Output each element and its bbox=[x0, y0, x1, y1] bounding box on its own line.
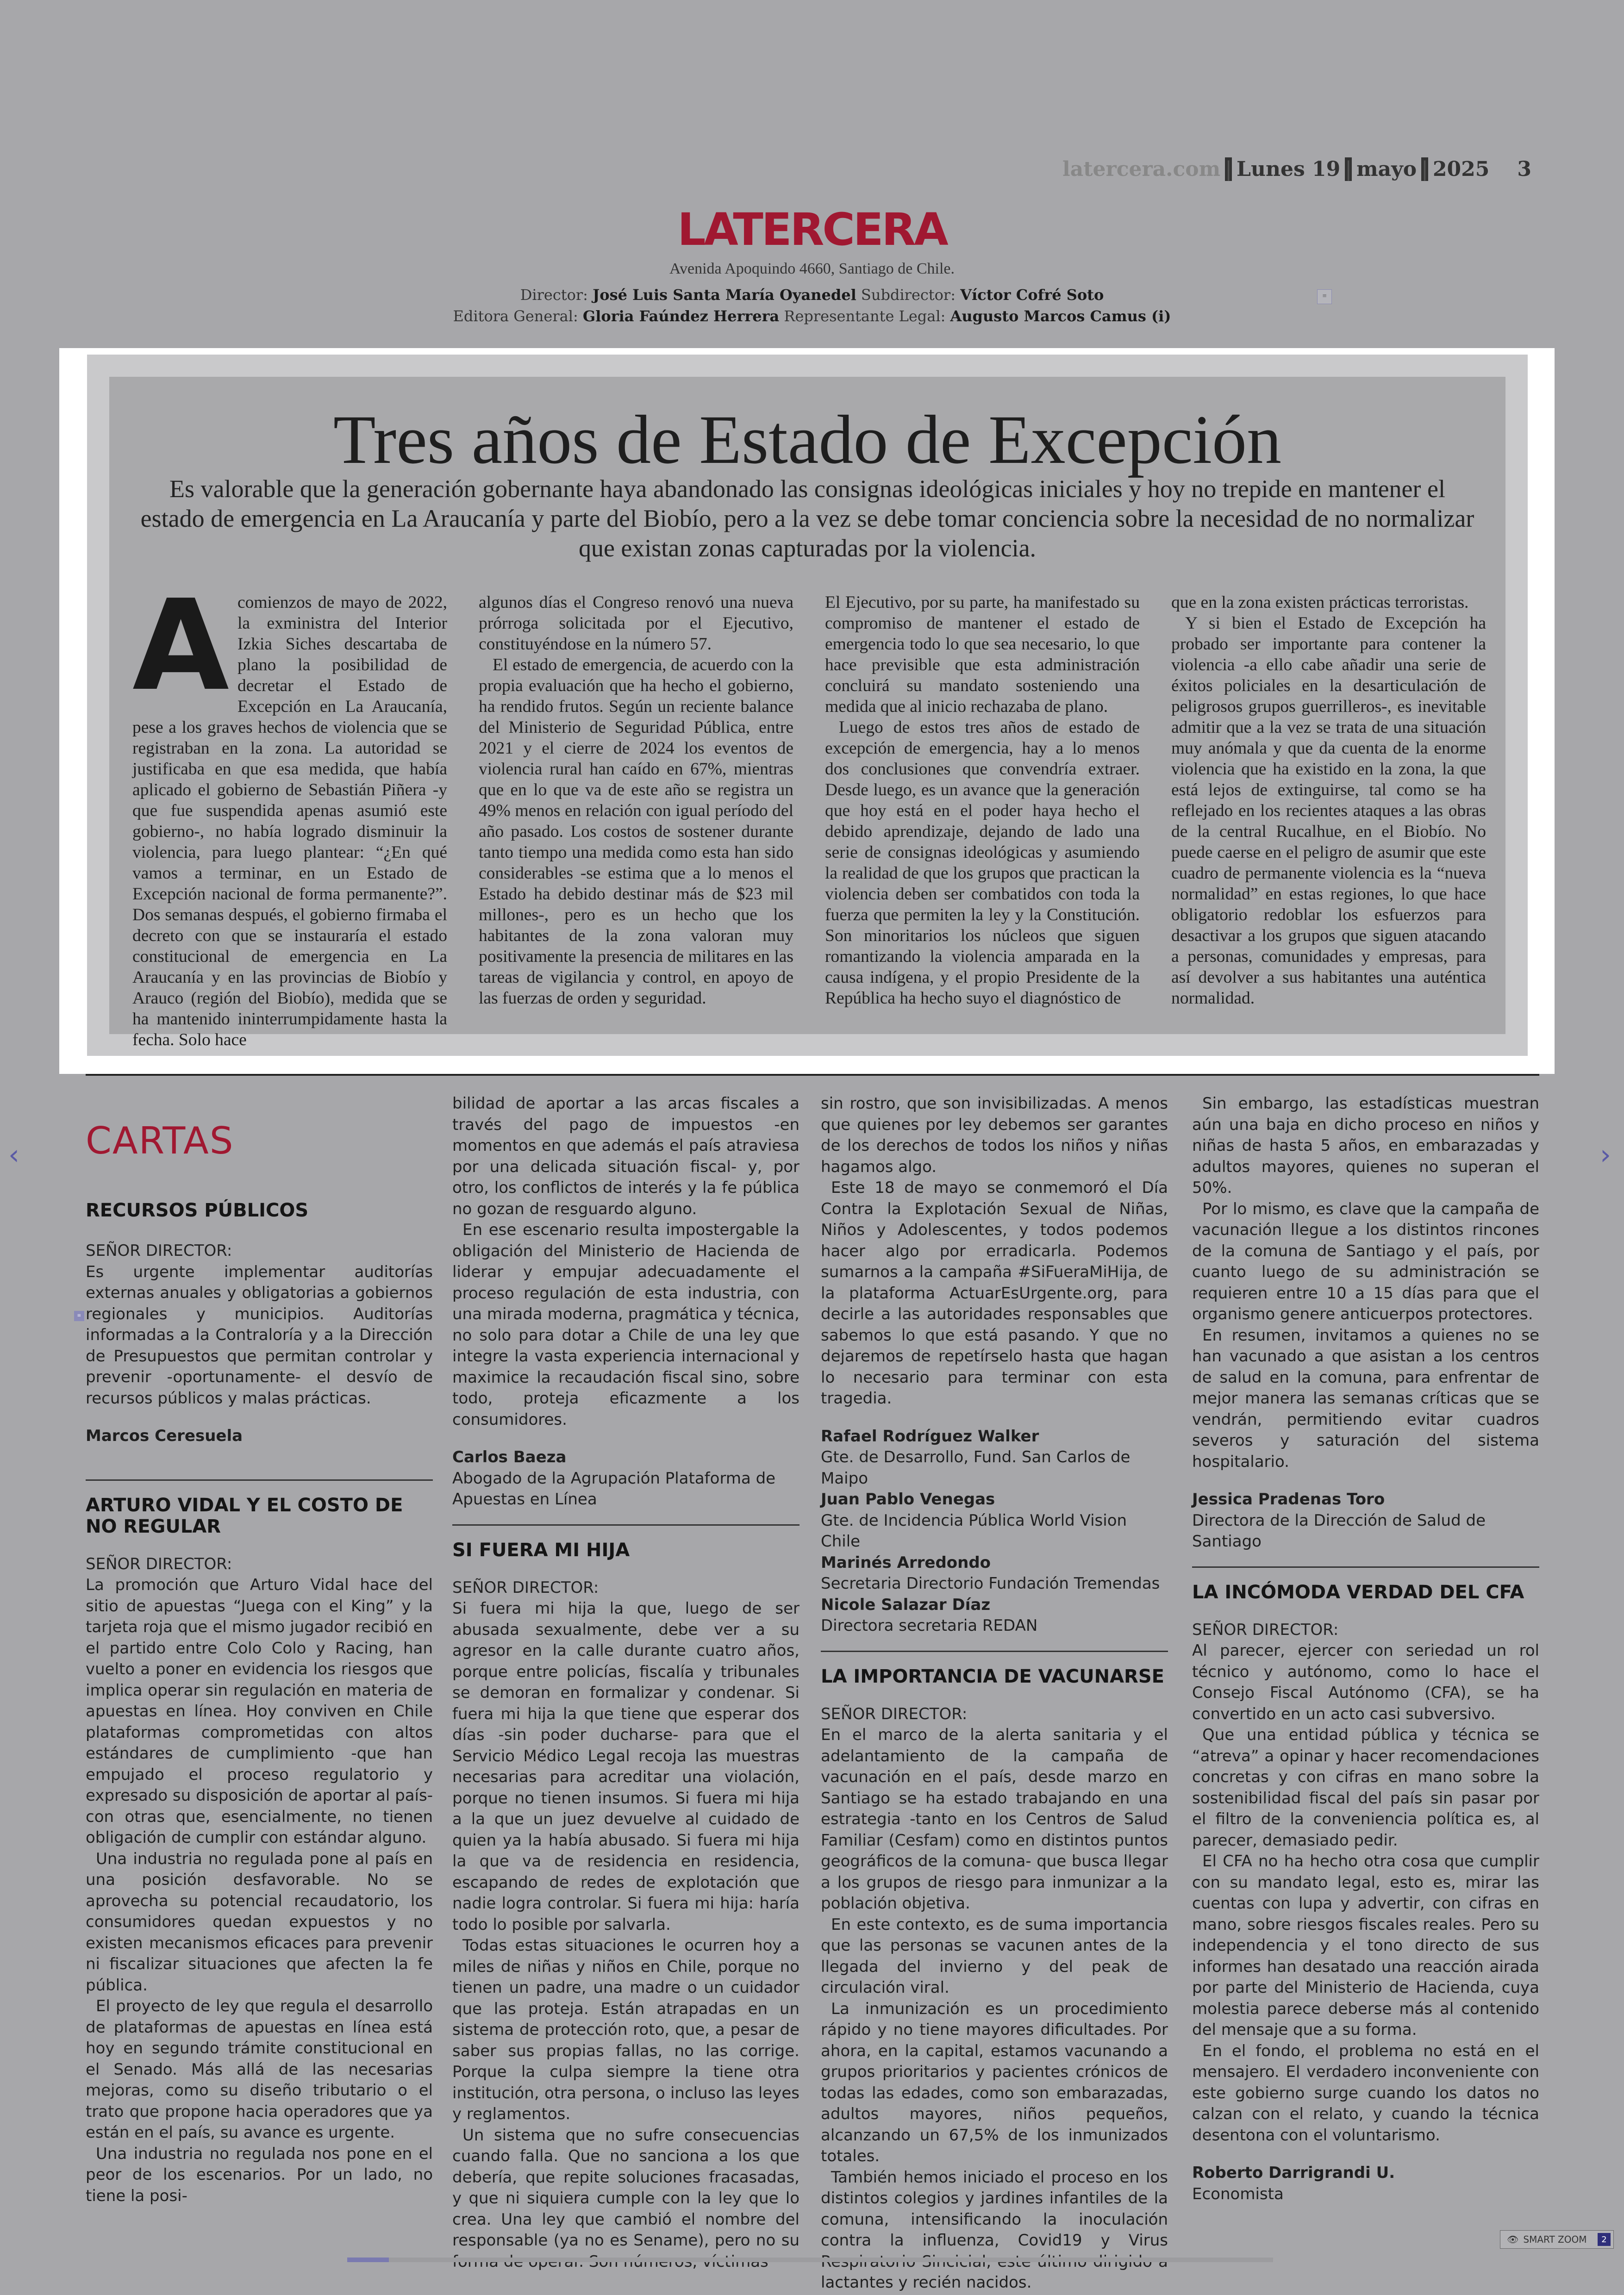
editorial-paragraph: Y si bien el Estado de Excepción ha probado ser importante para contener la violencia -a ello cabe añadir una serie de éxitos policiales en la desarticulación de peligrosos grupos guerrilleros-, es inevitable admitir que a la vez se trata de una situación muy anómala y que da cuenta de la enorme violencia que ha existido en la zona, la que está lejos de extinguirse, tal como se ha reflejado en los recientes ataques a las obras de la central Rucalhue, en el Biobío. No puede caerse en el peligro de asumir que este cuadro de permanente violencia es la “nueva normalidad” en estas regiones, lo que hace obligatorio redoblar los esfuerzos para desactivar a los grupos que siguen atacando a personas, comunidades y empresas, para así devolver a sus habitantes una auténtica normalidad. bbox=[1171, 614, 1486, 1008]
chevron-left-icon[interactable]: ‹ bbox=[8, 1139, 19, 1171]
page-scrollbar-thumb[interactable] bbox=[347, 2258, 389, 2262]
letter-signature: Carlos Baeza bbox=[452, 1448, 567, 1466]
letter-paragraph: El CFA no ha hecho otra cosa que cumplir con su mandato legal, esto es, mirar las cuentas con lupa y advertir, con cifras en mano, sobre riesgos fiscales reales. Pero su independencia y el tono directo de sus informes han desatado una reacción airada por parte del Ministerio de Hacienda, cuya molestia parece deberse más al contenido del mensaje que a su forma. bbox=[1192, 1852, 1539, 2039]
letter-signature-role: Gte. de Desarrollo, Fund. San Carlos de Maipo bbox=[821, 1448, 1131, 1488]
letter-signature-role: Gte. de Incidencia Pública World Vision Chile bbox=[821, 1511, 1127, 1551]
smart-zoom-label: SMART ZOOM bbox=[1523, 2234, 1587, 2245]
letter-paragraph: En este contexto, es de suma importancia que las personas se vacunen antes de la llegada del invierno y del peak de circulación viral. bbox=[821, 1915, 1168, 1997]
letter-paragraph: Es urgente implementar auditorías externas anuales y obligatorias a gobiernos regionales y municipios. Auditorías informadas a la Contraloría y a la Dirección de Presupuestos que permitan controlar y prevenir -oportunamente- el desvío de recursos públicos y malas prácticas. bbox=[86, 1262, 433, 1408]
letter-signature: Marinés Arredondo bbox=[821, 1553, 991, 1572]
letter-title: LA INCÓMODA VERDAD DEL CFA bbox=[1192, 1581, 1524, 1603]
editorial-paragraph: El estado de emergencia, de acuerdo con la propia evaluación que ha hecho el gobierno, ha rendido frutos. Según un reciente balance del Ministerio de Seguridad Pública, entre 2021 y el cierre de 2024 los eventos de violencia rural han caído en 67%, mientras que en lo que va de este año se registra un 49% menos en relación con igual período del año pasado. Los costos de sostener durante tanto tiempo una medida como esta han sido considerables -se estima que a lo menos el Estado ha debido destinar más de $23 mil millones-, pero es un hecho que los habitantes de la zona valoran muy positivamente la presencia de militares en las tareas de vigilancia y control, en apoyo de las fuerzas de orden y seguridad. bbox=[479, 655, 793, 1008]
annotation-icon[interactable]: ≡ bbox=[1317, 289, 1332, 304]
letter-signature: Juan Pablo Venegas bbox=[821, 1490, 995, 1509]
letter-paragraph: En el fondo, el problema no está en el mensajero. El verdadero inconveniente con este gobierno surge cuando los datos no calzan con el relato, y cuando la técnica desentona con el voluntarismo. bbox=[1192, 2041, 1539, 2145]
subdirector-name: Víctor Cofré Soto bbox=[960, 286, 1104, 304]
letter-paragraph: El proyecto de ley que regula el desarrollo de plataformas de apuestas en línea está hoy en segundo trámite constitucional en el Senado. Más allá de las necesarias mejoras, como su diseño tributario o el trato que propone hacia operadores que ya están en el país, su avance es urgente. bbox=[86, 1997, 433, 2142]
letter-paragraph: En ese escenario resulta impostergable la obligación del Ministerio de Hacienda de liderar y empujar adecuadamente el proceso regulación de esta industria, con una mirada moderna, pragmática y técnica, no solo para dotar a Chile de una ley que integre la vasta experiencia internacional y maximice la recaudación fiscal sino, sobre todo, proteja eficazmente a los consumidores. bbox=[452, 1221, 800, 1429]
letter-signature: Roberto Darrigrandi U. bbox=[1192, 2164, 1395, 2182]
letter-paragraph: bilidad de aportar a las arcas fiscales a través del pago de impuestos -en momentos en que además el país atraviesa por una delicada situación fiscal- y, por otro, los conflictos de interés y la fe pública no gozan de resguardo alguno. bbox=[452, 1094, 800, 1218]
salutation: SEÑOR DIRECTOR: bbox=[452, 1578, 599, 1597]
eye-icon: 👁 bbox=[1507, 2234, 1519, 2245]
letters-column-2 bbox=[452, 1093, 800, 2272]
letter-paragraph: Si fuera mi hija la que, luego de ser abusada sexualmente, debe ver a su agresor en la calle durante cuatro años, porque entre policías, fiscalía y tribunales se demoran en formalizar y condenar. Si fuera mi hija la que tiene que esperar dos días -sin poder ducharse- para que el Servicio Médico Legal recoja las muestras necesarias para acreditar una violación, porque no tienen insumos. Si fuera mi hija a la que un juez devuelve al cuidado de quien ya la había abusado. Si fuera mi hija la que va de residencia en residencia, escapando de redes de explotación que nadie logra controlar. Si fuera mi hija: haría todo lo posible por salvarla. bbox=[452, 1599, 800, 1934]
staff-line-1 bbox=[0, 286, 1624, 304]
director-name: José Luis Santa María Oyanedel bbox=[593, 286, 856, 304]
staff-line-2 bbox=[0, 307, 1624, 325]
letter-paragraph: Al parecer, ejercer con seriedad un rol técnico y autónomo, como lo hace el Consejo Fiscal Autónomo (CFA), se ha convertido en un acto casi subversivo. bbox=[1192, 1641, 1539, 1723]
editorial-paragraph: que en la zona existen prácticas terroristas. bbox=[1171, 593, 1469, 612]
section-divider bbox=[86, 1074, 1539, 1076]
editorial-article bbox=[109, 377, 1505, 1049]
letter-signature: Nicole Salazar Díaz bbox=[821, 1595, 991, 1614]
chevron-right-icon[interactable]: › bbox=[1600, 1139, 1611, 1171]
editorial-column-4 bbox=[1171, 592, 1486, 1009]
letter-paragraph: Una industria no regulada nos pone en el peor de los escenarios. Por un lado, no tiene la posi- bbox=[86, 2144, 433, 2205]
letter-paragraph: Una industria no regulada pone al país en una posición desfavorable. No se aprovecha su potencial recaudatorio, los consumidores quedan expuestos y no existen mecanismos eficaces para prevenir ni fiscalizar situaciones que afecten la fe pública. bbox=[86, 1849, 433, 1995]
month: mayo bbox=[1356, 157, 1417, 181]
salutation: SEÑOR DIRECTOR: bbox=[86, 1241, 232, 1260]
letters-column-3 bbox=[821, 1093, 1168, 2294]
letter-signature-role: Directora de la Dirección de Salud de Santiago bbox=[1192, 1511, 1486, 1551]
page-number: 3 bbox=[1517, 157, 1531, 181]
letter-paragraph: Este 18 de mayo se conmemoró el Día Contra la Explotación Sexual de Niñas, Niños y Adolescentes, y todos podemos hacer algo por erradicarla. Podemos sumarnos a la campaña #SiFueraMiHija, de la plataforma ActuarEsUrgente.org, para decirle a las autoridades responsables que sabemos lo que está pasando. Y que no dejaremos de repetírselo hasta que hagan lo necesario para terminar con esta tragedia. bbox=[821, 1179, 1168, 1408]
editora-name: Gloria Faúndez Herrera bbox=[582, 307, 780, 325]
cartas-section-title: CARTAS bbox=[86, 1119, 234, 1162]
legal-name: Augusto Marcos Camus (i) bbox=[950, 307, 1171, 325]
editorial-column-3 bbox=[825, 592, 1140, 1009]
letter-signature: Rafael Rodríguez Walker bbox=[821, 1427, 1039, 1446]
editorial-deck: Es valorable que la generación gobernante haya abandonado las consignas ideológicas iniciales y hoy no trepide en mantener el estado de emergencia en La Araucanía y parte del Biobío, pero a la vez se debe tomar conciencia sobre la necesidad de no normalizar que existan zonas capturadas por la violencia. bbox=[140, 475, 1474, 562]
letter-paragraph: Por lo mismo, es clave que la campaña de vacunación llegue a los distintos rincones de la comuna de Santiago y el país, por cuanto luego de su administración se requieren entre 10 a 15 días para que el organismo genere anticuerpos protectores. bbox=[1192, 1199, 1539, 1323]
editorial-paragraph: El Ejecutivo, por su parte, ha manifestado su compromiso de mantener el estado de emergencia todo lo que sea necesario, lo que hace previsible que esta administración concluirá su mandato sosteniendo una medida que al inicio rechazaba de plano. bbox=[825, 593, 1140, 716]
editorial-paragraph: algunos días el Congreso renovó una nueva prórroga solicitada por el Ejecutivo, constituyéndose en la número 57. bbox=[479, 593, 793, 654]
page-scrollbar[interactable] bbox=[347, 2258, 1273, 2262]
salutation: SEÑOR DIRECTOR: bbox=[1192, 1620, 1339, 1639]
letter-paragraph: La promoción que Arturo Vidal hace del sitio de apuestas “Juega con el King” y la tarjeta roja que el mismo jugador recibió en el partido entre Colo Colo y Racing, han vuelto a poner en evidencia los riesgos que implica operar sin regulación en materia de apuestas en línea. Hoy conviven en Chile plataformas comprometidas con altos estándares de cumplimiento -que han empujado el proceso regulatorio y expresado su disposición de aportar al país- con otras que, esencialmente, no tienen obligación de cumplir con estándar alguno. bbox=[86, 1576, 433, 1847]
letter-signature-role: Economista bbox=[1192, 2184, 1284, 2203]
letter-title: SI FUERA MI HIJA bbox=[452, 1539, 630, 1561]
letter-paragraph: Un sistema que no sufre consecuencias cuando falla. Que no sanciona a los que debería, que repite soluciones fracasadas, y que ni siquiera cumple con la ley que lo crea. Una ley que cambió el nombre del responsable (ya no es Sename), pero no su bbox=[452, 2126, 800, 2250]
editorial-title: Tres años de Estado de Excepción bbox=[333, 401, 1282, 478]
letter-paragraph: sin rostro, que son invisibilizadas. A menos que quienes por ley debemos ser garantes de los derechos de todos los niños y niñas hagamos algo. bbox=[821, 1094, 1168, 1176]
letter-signature: Jessica Pradenas Toro bbox=[1192, 1490, 1385, 1509]
editorial-highlight[interactable] bbox=[59, 348, 1555, 1074]
salutation: SEÑOR DIRECTOR: bbox=[821, 1704, 968, 1723]
editorial-column-1 bbox=[132, 573, 447, 1050]
smart-zoom-count: 2 bbox=[1598, 2233, 1611, 2246]
letters-column-4 bbox=[1192, 1093, 1539, 2205]
editorial-column-2 bbox=[479, 592, 793, 1009]
date-line: latercera.com | Lunes 19 | mayo | 2025 3 bbox=[1062, 157, 1531, 181]
letters-column-1 bbox=[86, 1200, 433, 2207]
subdirector-label: Subdirector: bbox=[861, 286, 956, 304]
legal-label: Representante Legal: bbox=[784, 307, 946, 325]
editora-label: Editora General: bbox=[453, 307, 578, 325]
editorial-paragraph: comienzos de mayo de 2022, la exministra del Interior Izkia Siches descartaba de plano la posibilidad de decretar el Estado de Excepción en La Araucanía, pese a los graves hechos de violencia que se registraban en la zona. La autoridad se justificaba en que esa medida, que había aplicado el gobierno de Sebastián Piñera -y que fue suspendida apenas asumió este gobierno-, no había logrado disminuir la violencia, para luego plantear: “¿En qué vamos a terminar, en un Estado de Excepción nacional de forma permanente?”. Dos semanas después, el gobierno firmaba el decreto con que se instauraría el estado constitucional de emergencia en La Araucanía y en las provincias de Biobío y Arauco (región del Biobío), medida que se ha mantenido ininterrumpidamente hasta la fecha. Solo hace bbox=[132, 593, 447, 1049]
letter-paragraph: En el marco de la alerta sanitaria y el adelantamiento de la campaña de vacunación en el país, desde marzo en Santiago se ha estado trabajando en una estrategia -tanto en los Centros de Salud Familiar (Cesfam) como en distintos puntos geográficos de la comuna- que busca llegar a los grupos de riesgo para inmunizar a la población objetiva. bbox=[821, 1726, 1168, 1913]
letter-signature-role: Secretaria Directorio Fundación Tremendas bbox=[821, 1574, 1160, 1593]
letter-signature: Marcos Ceresuela bbox=[86, 1427, 243, 1445]
salutation: SEÑOR DIRECTOR: bbox=[86, 1554, 232, 1573]
letter-paragraph: En resumen, invitamos a quienes no se han vacunado a que asistan a los centros de salud en la comuna, para enfrentar de mejor manera las semanas críticas que se vendrán, permitiendo evitar cuadros severos y saturación del sistema hospitalario. bbox=[1192, 1326, 1539, 1471]
editorial-border bbox=[87, 355, 1528, 1056]
letter-paragraph: Sin embargo, las estadísticas muestran aún una baja en dicho proceso en niños y niñas de hasta 5 años, en embarazadas y adultos mayores, quienes no superan el 50%. bbox=[1192, 1094, 1539, 1197]
letter-paragraph: También hemos iniciado el proceso en los distintos colegios y jardines infantiles de la comuna, intensificando la inoculación contra la influenza, Covid19 y Virus lactantes y recién nacidos. bbox=[821, 2168, 1168, 2292]
letter-title: LA IMPORTANCIA DE VACUNARSE bbox=[821, 1665, 1164, 1687]
address: Avenida Apoquindo 4660, Santiago de Chile. bbox=[669, 260, 955, 277]
letter-title: ARTURO VIDAL Y EL COSTO DE NO REGULAR bbox=[86, 1494, 403, 1537]
smart-zoom-button[interactable] bbox=[1500, 2230, 1614, 2249]
letter-paragraph: Todas estas situaciones le ocurren hoy a miles de niñas y niños en Chile, porque no tienen un padre, una madre o un cuidador que las proteja. Están atrapadas en un sistema de protección roto, que, a pesar de saber sus propias fallas, no las corrige. Porque la culpa siempre la tiene otra institución, otra persona, o incluso las leyes y reglamentos. bbox=[452, 1936, 800, 2123]
newspaper-logo: LATERCERA bbox=[677, 204, 947, 256]
day: Lunes 19 bbox=[1237, 157, 1341, 181]
letter-title: RECURSOS PÚBLICOS bbox=[86, 1200, 309, 1221]
director-label: Director: bbox=[520, 286, 588, 304]
letter-signature-role: Directora secretaria REDAN bbox=[821, 1616, 1038, 1635]
year: 2025 bbox=[1432, 157, 1490, 181]
letter-paragraph: La inmunización es un procedimiento rápido y no tiene mayores dificultades. Por ahora, en la capital, estamos vacunando a grupos prioritarios y pacientes crónicos de todas las edades, como son embarazadas, adultos mayores, niños pequeños, alcanzando un 67,5% de los inmunizados totales. bbox=[821, 1999, 1168, 2165]
letter-paragraph: Que una entidad pública y técnica se “atreva” a opinar y hacer recomendaciones concretas y con cifras en mano sobre la sostenibilidad fiscal del país sin pasar por el filtro de la conveniencia política es, al parecer, demasiado pedir. bbox=[1192, 1726, 1539, 1850]
letter-signature-role: Abogado de la Agrupación Plataforma de Apuestas en Línea bbox=[452, 1469, 776, 1509]
annotation-marker-icon[interactable]: ≡ bbox=[74, 1311, 84, 1321]
site-name: latercera.com bbox=[1062, 157, 1221, 181]
editorial-paragraph: Luego de estos tres años de estado de excepción de emergencia, hay a lo menos dos conclusiones que convendría extraer. Desde luego, es un avance que la generación que hoy está en el poder haya hecho el debido aprendizaje, dejando de lado una serie de consignas ideológicas y asumiendo la realidad de que los grupos que practican la violencia deben ser combatidos con toda la fuerza que permiten la ley y la Constitución. Son minoritarios los núcleos que siguen romantizando la violencia amparada en la causa indígena, y el propio Presidente de la República ha hecho suyo el diagnóstico de bbox=[825, 718, 1140, 1008]
drop-cap: A bbox=[132, 573, 229, 718]
